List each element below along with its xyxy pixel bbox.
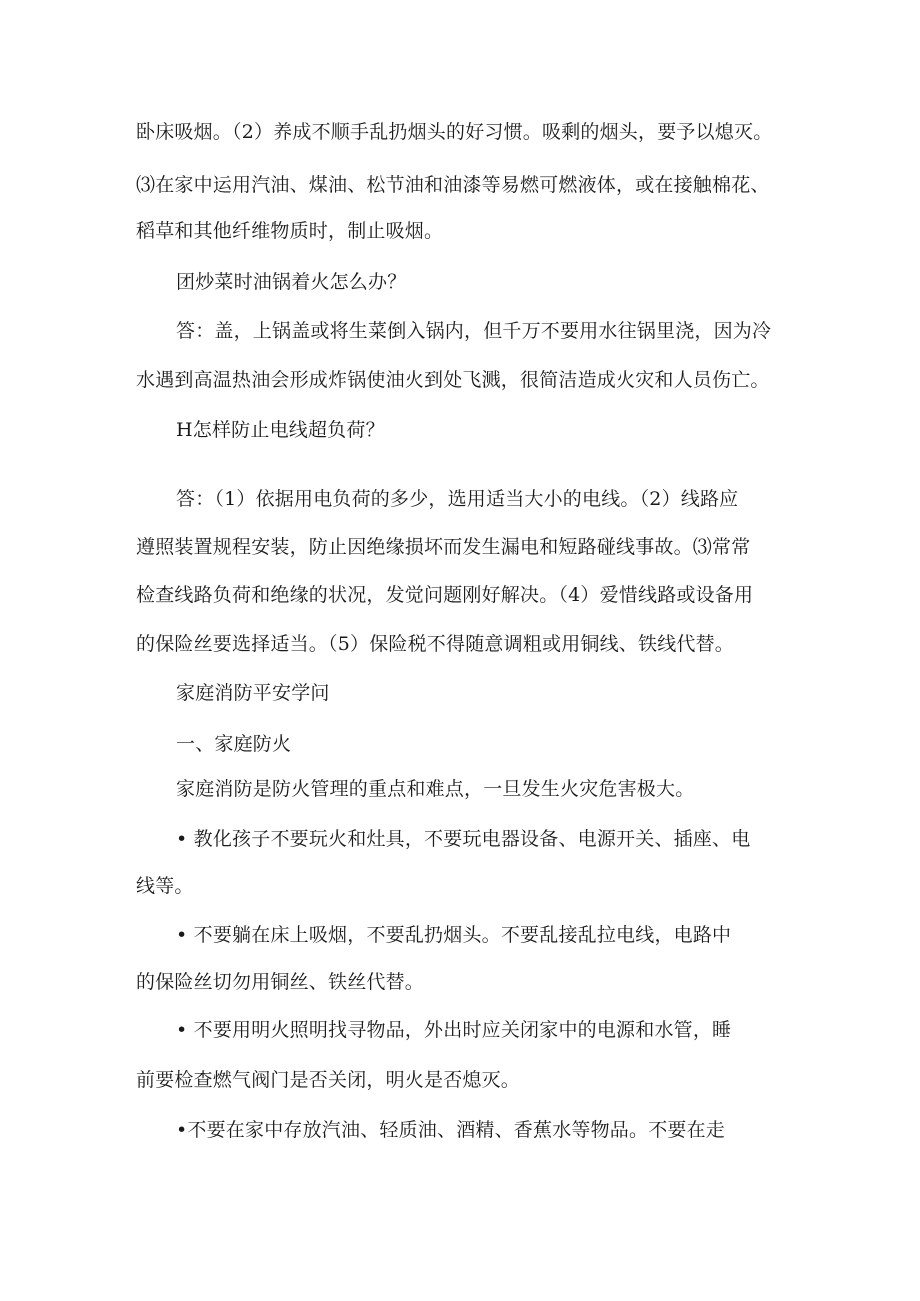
answer-line-2: 水遇到高温热油会形成炸锅使油火到处飞溅，很简洁造成火灾和人员伤亡。	[136, 369, 770, 391]
answer-overload-line-1: 答：（1）依据用电负荷的多少，选用适当大小的电线。（2）线路应	[176, 488, 739, 510]
question-heading-overload: H怎样防止电线超负荷？	[176, 419, 385, 441]
answer-line-1: 答：盖，上锅盖或将生菜倒入锅内，但千万不要用水往锅里浇，因为冷	[176, 320, 772, 342]
answer-overload-line-3: 检查线路负荷和绝缘的状况，发觉问题刚好解决。（4）爱惜线路或设备用	[136, 584, 754, 606]
bullet-2-line-1: • 不要躺在床上吸烟，不要乱扔烟头。不要乱接乱拉电线，电路中	[176, 924, 732, 946]
paragraph-line-3: 稻草和其他纤维物质时，制止吸烟。	[136, 220, 444, 242]
bullet-1-line-1: • 教化孩子不要玩火和灶具，不要玩电器设备、电源开关、插座、电	[176, 828, 751, 850]
section-heading-home-fire-prevention: 一、家庭防火	[176, 733, 292, 755]
paragraph-line-2: ⑶在家中运用汽油、煤油、松节油和油漆等易燃可燃液体，或在接触棉花、	[136, 174, 770, 196]
intro-paragraph: 家庭消防是防火管理的重点和难点，一旦发生火灾危害极大。	[176, 778, 695, 800]
bullet-2-line-2: 的保险丝切勿用铜丝、铁丝代替。	[136, 971, 425, 993]
bullet-4-line-1: •不要在家中存放汽油、轻质油、酒精、香蕉水等物品。不要在走	[176, 1119, 726, 1141]
bullet-3-line-2: 前要检查燃气阀门是否关闭，明火是否熄灭。	[136, 1069, 521, 1091]
bullet-1-line-2: 线等。	[136, 875, 194, 897]
paragraph-line-1: 卧床吸烟。（2）养成不顺手乱扔烟头的好习惯。吸剩的烟头，要予以熄灭。	[136, 121, 773, 143]
question-heading-oil-fire: 团炒菜时油锅着火怎么办？	[176, 271, 407, 293]
answer-overload-line-2: 遵照装置规程安装，防止因绝缘损坏而发生漏电和短路碰线事故。⑶常常	[136, 536, 751, 558]
bullet-3-line-1: • 不要用明火照明找寻物品，外出时应关闭家中的电源和水管，睡	[176, 1019, 732, 1041]
answer-overload-line-4: 的保险丝要选择适当。（5）保险税不得随意调粗或用铜线、铁线代替。	[136, 633, 734, 655]
section-title: 家庭消防平安学问	[176, 682, 330, 704]
